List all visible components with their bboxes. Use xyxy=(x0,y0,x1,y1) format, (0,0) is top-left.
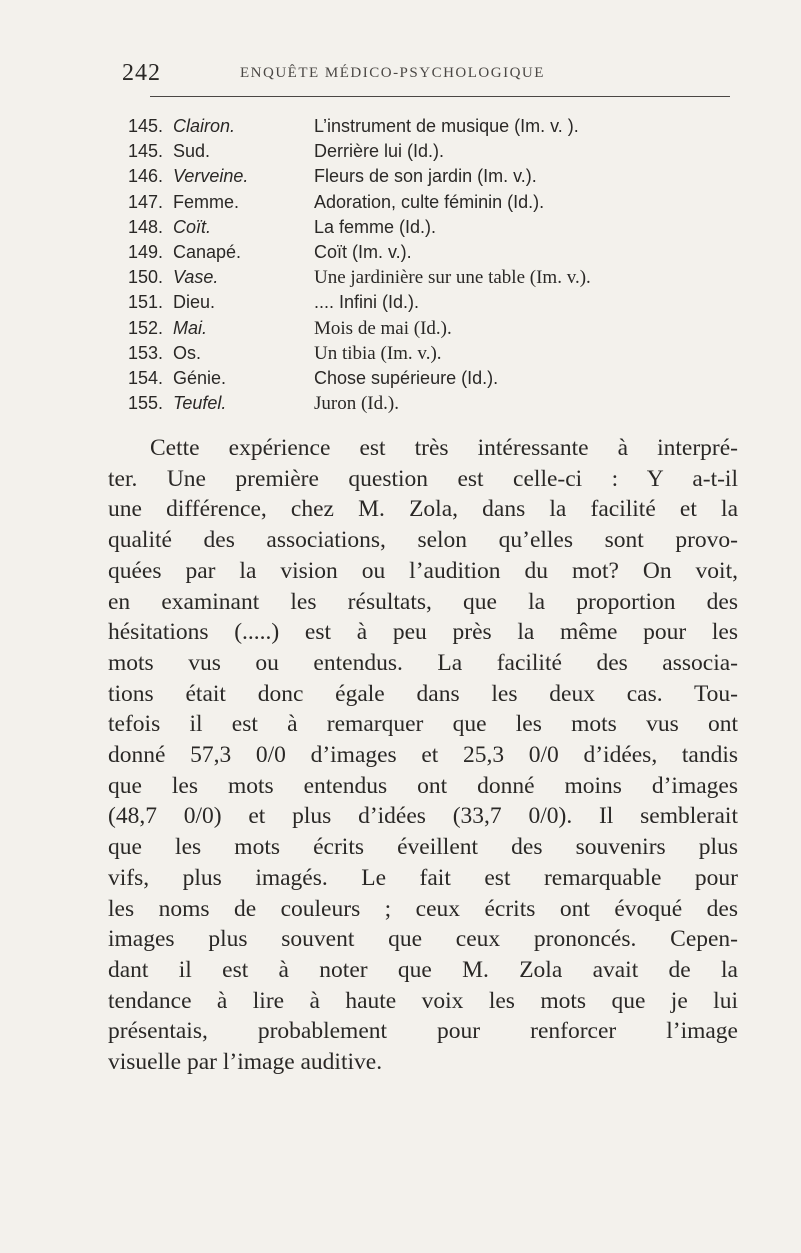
association-text: Un tibia (Im. v.). xyxy=(314,342,442,364)
paragraph-line: que les mots entendus ont donné moins d’images xyxy=(108,772,738,799)
entry-number: 146. xyxy=(128,166,164,187)
list-item xyxy=(128,290,748,315)
stimulus-word: Mai. xyxy=(173,317,208,338)
association-text: Derrière lui (Id.). xyxy=(314,141,445,162)
paragraph-line: présentais, probablement pour renforcer l’image xyxy=(108,1018,738,1045)
page-header xyxy=(122,60,732,90)
paragraph-line: (48,7 0/0) et plus d’idées (33,7 0/0). Il semblerait xyxy=(108,803,738,830)
entry-number: 153. xyxy=(128,342,164,363)
association-text: L’instrument de musique (Im. v. ). xyxy=(314,116,579,136)
association-text: Une jardinière sur une table (Im. v.). xyxy=(314,267,591,289)
paragraph-line: en examinant les résultats, que la proportion des xyxy=(108,588,738,615)
stimulus-word: Femme. xyxy=(173,191,240,212)
body-paragraph xyxy=(108,433,738,1078)
paragraph-line: hésitations (.....) est à peu près la même pour les xyxy=(108,619,738,646)
entry-number: 152. xyxy=(128,317,164,338)
association-text: Fleurs de son jardin (Im. v.). xyxy=(314,166,537,187)
list-item xyxy=(128,139,748,164)
association-text: Mois de mai (Id.). xyxy=(314,317,452,339)
list-item xyxy=(128,215,748,240)
list-item xyxy=(128,366,748,391)
paragraph-line: vifs, plus imagés. Le fait est remarquable pour xyxy=(108,864,738,891)
page-number: 242 xyxy=(122,60,161,86)
stimulus-word: Génie. xyxy=(173,367,227,388)
association-text: Adoration, culte féminin (Id.). xyxy=(314,191,545,212)
entry-number: 147. xyxy=(128,191,164,212)
list-item xyxy=(128,114,748,139)
stimulus-word: Sud. xyxy=(173,141,211,162)
paragraph-line: Cette expérience est très intéressante à interpré- xyxy=(150,435,738,461)
list-item xyxy=(128,240,748,265)
list-item xyxy=(128,164,748,189)
association-text: Chose supérieure (Id.). xyxy=(314,367,499,388)
paragraph-line: ter. Une première question est celle-ci : Y a-t-il xyxy=(108,465,738,492)
association-text: Coït (Im. v.). xyxy=(314,241,412,262)
paragraph-line: qualité des associations, selon qu’elles sont provo- xyxy=(108,527,738,554)
stimulus-word: Teufel. xyxy=(173,393,227,414)
stimulus-word: Os. xyxy=(173,342,202,363)
entry-number: 151. xyxy=(128,292,164,313)
running-title: ENQUÊTE MÉDICO-PSYCHOLOGIQUE xyxy=(240,65,545,81)
stimulus-word: Dieu. xyxy=(173,292,216,313)
paragraph-line: tefois il est à remarquer que les mots vus ont xyxy=(108,711,738,738)
paragraph-line: visuelle par l’image auditive. xyxy=(108,1049,383,1076)
entry-number: 145. xyxy=(128,116,164,136)
entry-number: 149. xyxy=(128,241,164,262)
paragraph-line: mots vus ou entendus. La facilité des associa- xyxy=(108,649,738,676)
entry-number: 150. xyxy=(128,267,164,288)
association-text: La femme (Id.). xyxy=(314,216,437,237)
association-list xyxy=(128,114,748,416)
entry-number: 155. xyxy=(128,393,164,414)
stimulus-word: Vase. xyxy=(173,267,219,288)
stimulus-word: Clairon. xyxy=(173,116,236,136)
entry-number: 145. xyxy=(128,141,164,162)
list-item xyxy=(128,391,748,416)
association-text: Juron (Id.). xyxy=(314,393,399,415)
entry-number: 154. xyxy=(128,367,164,388)
association-text: .... Infini (Id.). xyxy=(314,292,420,313)
paragraph-line: dant il est à noter que M. Zola avait de la xyxy=(108,956,738,983)
paragraph-line: les noms de couleurs ; ceux écrits ont évoqué des xyxy=(108,895,738,922)
paragraph-line: que les mots écrits éveillent des souvenirs plus xyxy=(108,834,738,861)
stimulus-word: Coït. xyxy=(173,216,212,237)
paragraph-line: quées par la vision ou l’audition du mot? On voit, xyxy=(108,557,738,584)
stimulus-word: Verveine. xyxy=(173,166,249,187)
entry-number: 148. xyxy=(128,216,164,237)
paragraph-line: donné 57,3 0/0 d’images et 25,3 0/0 d’idées, tandis xyxy=(108,742,738,769)
paragraph-line: une différence, chez M. Zola, dans la facilité et la xyxy=(108,496,738,523)
list-item xyxy=(128,316,748,341)
paragraph-line: tions était donc égale dans les deux cas. Tou- xyxy=(108,680,738,707)
list-item xyxy=(128,190,748,215)
paragraph-line: images plus souvent que ceux prononcés. Cepen- xyxy=(108,926,738,953)
header-rule xyxy=(150,96,730,97)
list-item xyxy=(128,341,748,366)
paragraph-line: tendance à lire à haute voix les mots que je lui xyxy=(108,987,738,1014)
stimulus-word: Canapé. xyxy=(173,241,242,262)
list-item xyxy=(128,265,748,290)
